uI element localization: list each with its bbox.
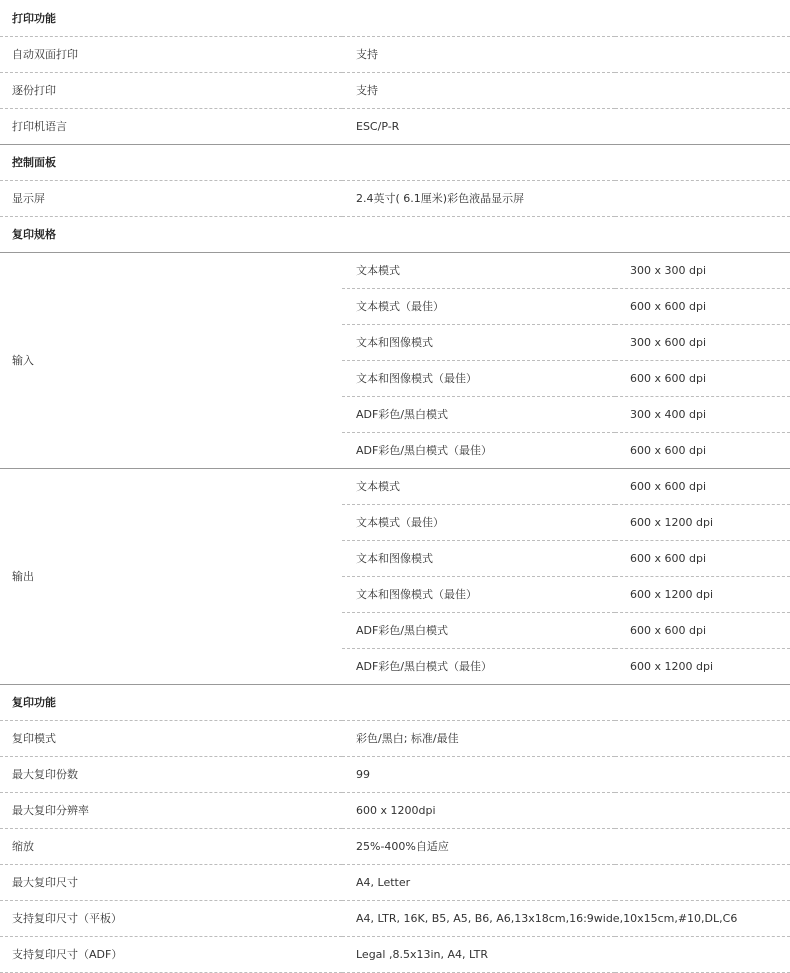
spec-row [0, 792, 790, 828]
mode-label: ADF彩色/黑白模式（最佳） [342, 648, 615, 684]
mode-label: 文本模式 [342, 252, 615, 288]
spec-label: 支持复印尺寸（平板） [0, 900, 342, 936]
mode-label: ADF彩色/黑白模式 [342, 612, 615, 648]
mode-label: 文本和图像模式 [342, 540, 615, 576]
section-title-copy-spec: 复印规格 [0, 216, 342, 252]
spec-value: 600 x 1200dpi [342, 792, 790, 828]
spec-row [0, 756, 790, 792]
spec-value: 支持 [342, 36, 790, 72]
copy-output-row [0, 468, 790, 504]
resolution-value: 600 x 1200 dpi [615, 504, 790, 540]
spec-value: 2.4英寸( 6.1厘米)彩色液晶显示屏 [342, 180, 790, 216]
section-title-control: 控制面板 [0, 144, 342, 180]
section-title-print: 打印功能 [0, 0, 342, 36]
spec-label: 最大复印份数 [0, 756, 342, 792]
spec-label: 支持复印尺寸（ADF） [0, 936, 342, 972]
spec-value: 25%-400%自适应 [342, 828, 790, 864]
spec-row [0, 936, 790, 972]
spec-value: A4, Letter [342, 864, 790, 900]
mode-label: 文本和图像模式（最佳） [342, 360, 615, 396]
section-row-copy-func [0, 684, 790, 720]
spec-row [0, 108, 790, 144]
section-row-control [0, 144, 790, 180]
mode-label: 文本模式（最佳） [342, 288, 615, 324]
spec-value: 彩色/黑白; 标准/最佳 [342, 720, 790, 756]
resolution-value: 600 x 1200 dpi [615, 576, 790, 612]
spec-value: A4, LTR, 16K, B5, A5, B6, A6,13x18cm,16:9wide,10x15cm,#10,DL,C6 [342, 900, 790, 936]
spec-row [0, 900, 790, 936]
resolution-value: 600 x 600 dpi [615, 540, 790, 576]
section-title-copy-func: 复印功能 [0, 684, 342, 720]
mode-label: 文本和图像模式（最佳） [342, 576, 615, 612]
resolution-value: 600 x 600 dpi [615, 288, 790, 324]
spec-label: 复印模式 [0, 720, 342, 756]
resolution-value: 300 x 400 dpi [615, 396, 790, 432]
spec-label: 最大复印尺寸 [0, 864, 342, 900]
resolution-value: 600 x 600 dpi [615, 432, 790, 468]
spec-row [0, 864, 790, 900]
spec-row [0, 720, 790, 756]
resolution-value: 600 x 1200 dpi [615, 648, 790, 684]
section-row-print [0, 0, 790, 36]
spec-value: ESC/P-R [342, 108, 790, 144]
spec-label: 自动双面打印 [0, 36, 342, 72]
mode-label: 文本模式（最佳） [342, 504, 615, 540]
resolution-value: 600 x 600 dpi [615, 612, 790, 648]
copy-input-label: 输入 [0, 252, 342, 468]
spec-row [0, 72, 790, 108]
spec-label: 打印机语言 [0, 108, 342, 144]
mode-label: 文本和图像模式 [342, 324, 615, 360]
resolution-value: 300 x 600 dpi [615, 324, 790, 360]
spec-label: 最大复印分辨率 [0, 792, 342, 828]
section-row-copy-spec [0, 216, 790, 252]
spec-row [0, 180, 790, 216]
mode-label: ADF彩色/黑白模式（最佳） [342, 432, 615, 468]
mode-label: ADF彩色/黑白模式 [342, 396, 615, 432]
spec-label: 逐份打印 [0, 72, 342, 108]
spec-value: 支持 [342, 72, 790, 108]
spec-label: 显示屏 [0, 180, 342, 216]
mode-label: 文本模式 [342, 468, 615, 504]
spec-value: 99 [342, 756, 790, 792]
resolution-value: 600 x 600 dpi [615, 468, 790, 504]
copy-output-label: 输出 [0, 468, 342, 684]
spec-row [0, 36, 790, 72]
copy-input-row [0, 252, 790, 288]
resolution-value: 600 x 600 dpi [615, 360, 790, 396]
resolution-value: 300 x 300 dpi [615, 252, 790, 288]
spec-label: 缩放 [0, 828, 342, 864]
spec-value: Legal ,8.5x13in, A4, LTR [342, 936, 790, 972]
spec-row [0, 828, 790, 864]
